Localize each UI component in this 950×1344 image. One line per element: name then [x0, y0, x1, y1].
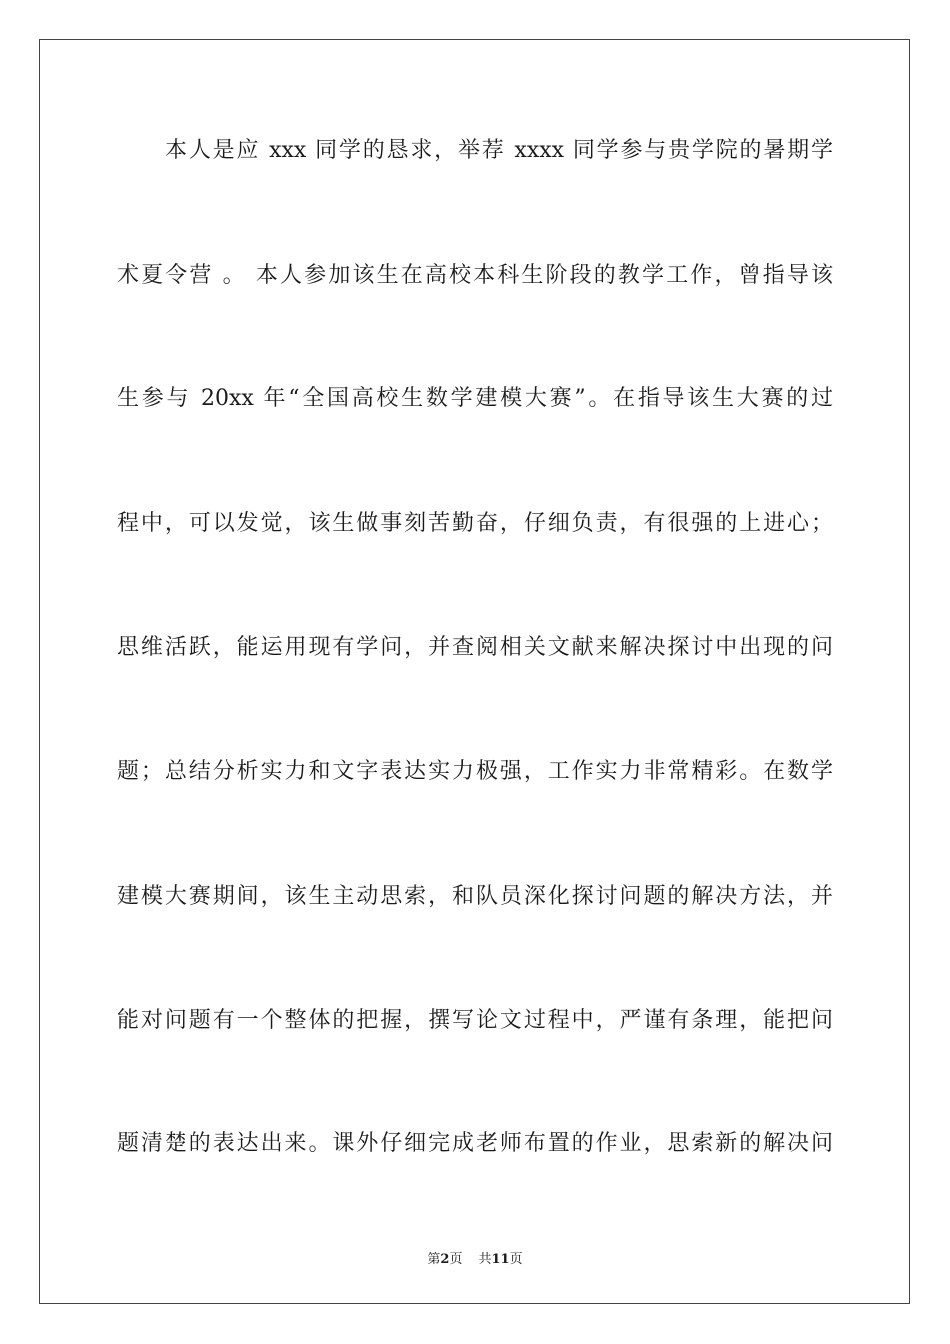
paragraph-line: 题；总结分析实力和文字表达实力极强，工作实力非常精彩。在数学: [117, 759, 833, 784]
page-total: 11: [491, 1252, 510, 1267]
paragraph-line: 本人是应 xxx 同学的恳求，举荐 xxxx 同学参与贵学院的暑期学: [165, 138, 833, 163]
page-current: 2: [440, 1252, 450, 1267]
page-unit: 页: [449, 1252, 463, 1267]
total-prefix: 共: [478, 1252, 492, 1267]
paragraph-line: 术夏令营 。 本人参加该生在高校本科生阶段的教学工作，曾指导该: [117, 263, 833, 288]
total-unit: 页: [509, 1252, 523, 1267]
paragraph-line: 程中，可以发觉，该生做事刻苦勤奋，仔细负责，有很强的上进心；: [117, 511, 833, 536]
page-frame: [39, 39, 910, 1304]
paragraph-line: 思维活跃，能运用现有学问，并查阅相关文献来解决探讨中出现的问: [117, 635, 833, 660]
paragraph-line: 题清楚的表达出来。课外仔细完成老师布置的作业，思索新的解决问: [117, 1131, 833, 1156]
paragraph-line: 建模大赛期间，该生主动思索，和队员深化探讨问题的解决方法，并: [117, 884, 833, 909]
paragraph-line: 生参与 20xx 年“全国高校生数学建模大赛”。在指导该生大赛的过: [117, 386, 833, 411]
paragraph-line: 能对问题有一个整体的把握，撰写论文过程中，严谨有条理，能把问: [117, 1008, 833, 1033]
page-prefix: 第: [427, 1252, 441, 1267]
page-footer: [0, 1248, 950, 1267]
